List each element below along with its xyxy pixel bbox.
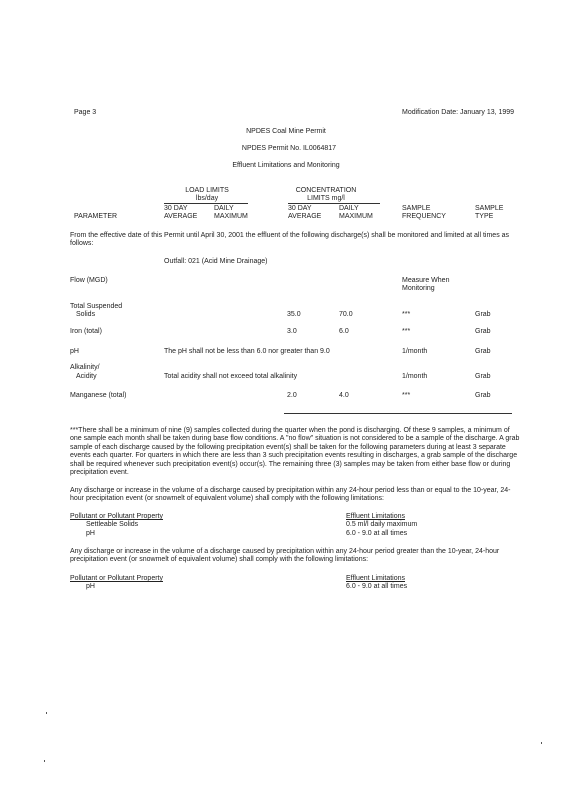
table2-row1-pollutant: pH (86, 583, 95, 590)
row-mn-type: Grab (475, 392, 491, 399)
col-30day-load: 30 DAY (164, 205, 188, 212)
row-alk-param-2: Acidity (76, 373, 97, 380)
scan-speck (44, 760, 45, 762)
paragraph-10yr-greater: Any discharge or increase in the volume of a discharge caused by precipitation within any 24-hour period greater than the 10-year, 24-hour precipitation event (or snowmelt of equivalent volume) shall comply with the following limitations: (70, 548, 500, 564)
col-type: TYPE (475, 213, 494, 220)
row-alk-note: Total acidity shall not exceed total alkalinity (164, 373, 298, 380)
row-iron-max: 6.0 (339, 328, 349, 335)
table1-row1-pollutant: Settleable Solids (86, 521, 139, 528)
modification-date: Modification Date: January 13, 1999 (402, 109, 515, 116)
col-sample-2: SAMPLE (475, 205, 504, 212)
table1-head-pollutant: Pollutant or Pollutant Property (70, 513, 163, 520)
scan-speck (541, 742, 542, 744)
row-tss-param-2: Solids (76, 311, 96, 318)
row-flow-param: Flow (MGD) (70, 277, 108, 284)
load-limits-rule (164, 203, 248, 204)
col-30day-conc: 30 DAY (288, 205, 312, 212)
col-maximum-conc: MAXIMUM (339, 213, 373, 220)
col-daily-load: DAILY (214, 205, 234, 212)
row-ph-param: pH (70, 348, 79, 355)
document-title: NPDES Coal Mine Permit (246, 128, 326, 135)
outfall-label: Outfall: 021 (Acid Mine Drainage) (164, 258, 268, 265)
table1-row1-limit: 0.5 ml/l daily maximum (346, 521, 418, 528)
paragraph-10yr-less: Any discharge or increase in the volume of a discharge caused by precipitation within any 24-hour period less than or equal to the 10-year, 24-hour precipitation event (or snowmelt of equivalent volume) shall comply with the following limitations: (70, 487, 511, 503)
row-mn-max: 4.0 (339, 392, 349, 399)
table2-head-limitations: Effluent Limitations (346, 575, 406, 582)
footnote-paragraph: ***There shall be a minimum of nine (9) samples collected during the quarter when the pond is discharging. Of these 9 samples, a minimum of one sample each month shall be taken during base flow conditions. A "no flow" situation is not considered to be a sample of the discharge. A grab sample of each discharge caused by the following precipitation event(s) shall be taken for the following parameters during at least 3 separate events each quarter. For quarters in which there are less than 3 such precipitation events resulting in discharges, a grab sample of the discharge shall be required whenever such precipitation event(s) occur(s). The remaining three (3) samples may be taken from either base flow or during precipitation event. (70, 427, 520, 476)
row-tss-freq: *** (402, 311, 411, 318)
col-daily-conc: DAILY (339, 205, 359, 212)
table2-head-pollutant: Pollutant or Pollutant Property (70, 575, 163, 582)
permit-number: NPDES Permit No. IL0064817 (241, 145, 337, 152)
row-iron-param: Iron (total) (70, 328, 102, 335)
table-end-rule (284, 413, 512, 414)
table1-row2-pollutant: pH (86, 530, 95, 537)
row-flow-freq-2: Monitoring (402, 285, 435, 292)
load-limits-units: lbs/day (195, 195, 219, 202)
col-average-load: AVERAGE (164, 213, 198, 220)
row-ph-freq: 1/month (402, 348, 428, 355)
col-frequency: FREQUENCY (402, 213, 446, 220)
row-mn-freq: *** (402, 392, 411, 399)
row-iron-freq: *** (402, 328, 411, 335)
row-tss-type: Grab (475, 311, 491, 318)
row-alk-param-1: Alkalinity/ (70, 364, 100, 371)
row-mn-avg: 2.0 (287, 392, 297, 399)
concentration-rule (288, 203, 380, 204)
row-tss-param-1: Total Suspended (70, 303, 123, 310)
row-tss-max: 70.0 (339, 311, 353, 318)
table1-head-limitations: Effluent Limitations (346, 513, 406, 520)
concentration-heading: CONCENTRATION (295, 187, 357, 194)
load-limits-heading: LOAD LIMITS (185, 187, 229, 194)
col-parameter: PARAMETER (74, 213, 118, 220)
concentration-units: LIMITS mg/l (307, 195, 345, 202)
table2-row1-limit: 6.0 - 9.0 at all times (346, 583, 408, 590)
scan-speck (46, 712, 47, 714)
section-subtitle: Effluent Limitations and Monitoring (232, 162, 340, 169)
col-sample: SAMPLE (402, 205, 431, 212)
col-maximum-load: MAXIMUM (214, 213, 248, 220)
row-ph-note: The pH shall not be less than 6.0 nor greater than 9.0 (164, 348, 330, 355)
row-ph-type: Grab (475, 348, 491, 355)
row-iron-avg: 3.0 (287, 328, 297, 335)
row-alk-freq: 1/month (402, 373, 428, 380)
row-mn-param: Manganese (total) (70, 392, 127, 399)
row-iron-type: Grab (475, 328, 491, 335)
intro-paragraph: From the effective date of this Permit until April 30, 2001 the effluent of the following discharge(s) shall be monitored and limited at all times as follows: (70, 232, 510, 248)
row-tss-avg: 35.0 (287, 311, 301, 318)
row-alk-type: Grab (475, 373, 491, 380)
col-average-conc: AVERAGE (288, 213, 322, 220)
page-number: Page 3 (74, 109, 97, 116)
table1-row2-limit: 6.0 - 9.0 at all times (346, 530, 408, 537)
row-flow-freq-1: Measure When (402, 277, 450, 284)
